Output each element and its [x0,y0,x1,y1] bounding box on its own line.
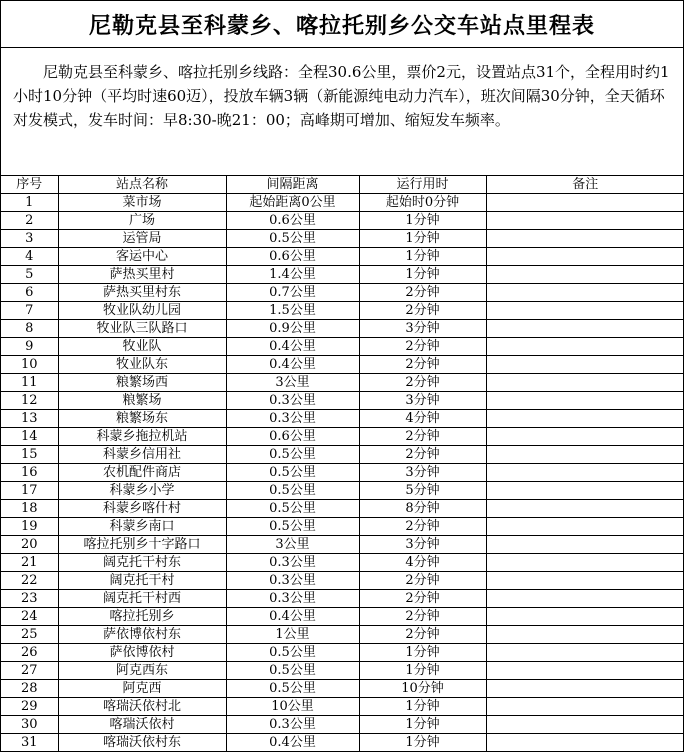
stop-number: 4 [1,248,58,266]
stop-distance: 1.5公里 [226,302,359,320]
stop-time: 2分钟 [359,338,486,356]
stop-name: 萨热买里村东 [58,284,226,302]
stop-distance: 0.5公里 [226,446,359,464]
stop-name: 广场 [58,212,226,230]
table-row [1,482,684,500]
stop-number: 6 [1,284,58,302]
stop-number: 23 [1,590,58,608]
stop-note [486,662,684,680]
stop-distance: 0.3公里 [226,716,359,734]
table-row [1,284,684,302]
stop-name: 粮繁场西 [58,374,226,392]
stop-note [486,338,684,356]
stop-note [486,302,684,320]
stop-name: 萨依博依村东 [58,626,226,644]
stop-number: 9 [1,338,58,356]
table-row [1,374,684,392]
stop-name: 牧业队三队路口 [58,320,226,338]
stop-distance: 0.5公里 [226,662,359,680]
stop-name: 菜市场 [58,194,226,212]
column-header-note: 备注 [486,176,684,194]
stop-time: 1分钟 [359,230,486,248]
stop-number: 11 [1,374,58,392]
stop-distance: 0.5公里 [226,680,359,698]
table-row [1,734,684,752]
stop-distance: 0.4公里 [226,356,359,374]
column-header-distance: 间隔距离 [226,176,359,194]
stops-table [1,176,684,752]
table-row [1,644,684,662]
table-row [1,212,684,230]
table-row [1,320,684,338]
stop-number: 15 [1,446,58,464]
stop-name: 阔克托干村西 [58,590,226,608]
stop-name: 阔克托干村东 [58,554,226,572]
stop-distance: 0.6公里 [226,248,359,266]
table-row [1,608,684,626]
table-row [1,500,684,518]
stop-name: 牧业队东 [58,356,226,374]
stop-distance: 0.4公里 [226,734,359,752]
stop-time: 4分钟 [359,410,486,428]
stop-time: 2分钟 [359,626,486,644]
stop-note [486,572,684,590]
stop-time: 2分钟 [359,356,486,374]
stop-distance: 0.6公里 [226,212,359,230]
table-row [1,662,684,680]
table-row [1,338,684,356]
stop-name: 喀拉托别乡十字路口 [58,536,226,554]
stop-distance: 0.5公里 [226,230,359,248]
stop-distance: 1.4公里 [226,266,359,284]
stop-distance: 10公里 [226,698,359,716]
stop-note [486,356,684,374]
stops-table-body [1,194,684,752]
stop-number: 18 [1,500,58,518]
stop-distance: 0.3公里 [226,554,359,572]
stop-time: 1分钟 [359,266,486,284]
stop-note [486,500,684,518]
column-header-name: 站点名称 [58,176,226,194]
stop-distance: 3公里 [226,536,359,554]
title-row [1,1,683,48]
stop-number: 29 [1,698,58,716]
stop-time: 1分钟 [359,212,486,230]
stop-time: 2分钟 [359,302,486,320]
stop-time: 1分钟 [359,662,486,680]
stop-name: 牧业队 [58,338,226,356]
stop-distance: 0.7公里 [226,284,359,302]
table-row [1,536,684,554]
stop-time: 起始时0分钟 [359,194,486,212]
stop-time: 1分钟 [359,698,486,716]
stop-number: 28 [1,680,58,698]
stop-note [486,590,684,608]
stop-time: 1分钟 [359,716,486,734]
stop-time: 8分钟 [359,500,486,518]
table-row [1,410,684,428]
stop-note [486,446,684,464]
stop-time: 1分钟 [359,734,486,752]
stop-note [486,464,684,482]
stop-number: 2 [1,212,58,230]
stop-number: 10 [1,356,58,374]
stop-number: 24 [1,608,58,626]
stop-name: 客运中心 [58,248,226,266]
stop-time: 10分钟 [359,680,486,698]
table-row [1,446,684,464]
stop-distance: 1公里 [226,626,359,644]
stop-number: 13 [1,410,58,428]
stop-note [486,410,684,428]
stop-name: 科蒙乡小学 [58,482,226,500]
stop-note [486,626,684,644]
stop-time: 1分钟 [359,644,486,662]
stop-time: 5分钟 [359,482,486,500]
stop-name: 喀瑞沃依村 [58,716,226,734]
stop-name: 运管局 [58,230,226,248]
stop-note [486,716,684,734]
stop-number: 22 [1,572,58,590]
stop-name: 萨热买里村 [58,266,226,284]
stop-name: 萨依博依村 [58,644,226,662]
stop-distance: 0.9公里 [226,320,359,338]
stop-note [486,644,684,662]
stop-note [486,320,684,338]
stop-note [486,284,684,302]
stop-time: 3分钟 [359,392,486,410]
stop-note [486,554,684,572]
table-row [1,302,684,320]
stop-number: 19 [1,518,58,536]
stop-name: 喀瑞沃依村北 [58,698,226,716]
stop-time: 3分钟 [359,464,486,482]
stop-time: 2分钟 [359,572,486,590]
stop-number: 7 [1,302,58,320]
stop-number: 14 [1,428,58,446]
table-row [1,266,684,284]
stop-distance: 起始距离0公里 [226,194,359,212]
table-row [1,626,684,644]
table-row [1,230,684,248]
stop-note [486,248,684,266]
stop-name: 粮繁场 [58,392,226,410]
table-row [1,428,684,446]
stop-distance: 0.6公里 [226,428,359,446]
stop-number: 1 [1,194,58,212]
stop-number: 21 [1,554,58,572]
stop-note [486,518,684,536]
stop-note [486,266,684,284]
stop-note [486,680,684,698]
stop-time: 3分钟 [359,536,486,554]
stop-number: 31 [1,734,58,752]
stop-time: 2分钟 [359,518,486,536]
stop-distance: 0.3公里 [226,392,359,410]
table-row [1,680,684,698]
stop-number: 16 [1,464,58,482]
page-title: 尼勒克县至科蒙乡、喀拉托别乡公交车站点里程表 [88,12,595,39]
table-row [1,572,684,590]
stop-name: 粮繁场东 [58,410,226,428]
stop-number: 20 [1,536,58,554]
stop-note [486,374,684,392]
table-row [1,392,684,410]
stop-name: 喀拉托别乡 [58,608,226,626]
table-header-row [1,176,684,194]
stop-distance: 0.5公里 [226,500,359,518]
stop-number: 27 [1,662,58,680]
stop-note [486,734,684,752]
stop-time: 2分钟 [359,608,486,626]
stop-name: 科蒙乡拖拉机站 [58,428,226,446]
stop-distance: 0.3公里 [226,590,359,608]
stop-distance: 0.5公里 [226,644,359,662]
route-description: 尼勒克县至科蒙乡、喀拉托别乡线路：全程30.6公里，票价2元，设置站点31个，全程用时约1小时10分钟（平均时速60迈），投放车辆3辆（新能源纯电动力汽车），班次间隔30分钟，全天循环对发模式，发车时间：早8:30-晚21：00；高峰期可增加、缩短发车频率。 [1,48,683,176]
stop-number: 5 [1,266,58,284]
stop-note [486,212,684,230]
stop-distance: 3公里 [226,374,359,392]
stop-number: 25 [1,626,58,644]
stop-note [486,608,684,626]
stop-distance: 0.5公里 [226,482,359,500]
stop-name: 农机配件商店 [58,464,226,482]
table-row [1,464,684,482]
table-row [1,518,684,536]
table-row [1,698,684,716]
stop-name: 科蒙乡喀什村 [58,500,226,518]
stop-name: 科蒙乡南口 [58,518,226,536]
stop-note [486,536,684,554]
stop-number: 3 [1,230,58,248]
stop-time: 4分钟 [359,554,486,572]
stop-time: 1分钟 [359,248,486,266]
stop-distance: 0.5公里 [226,464,359,482]
table-row [1,356,684,374]
stop-distance: 0.3公里 [226,410,359,428]
stop-number: 8 [1,320,58,338]
stop-distance: 0.3公里 [226,572,359,590]
stop-name: 喀瑞沃依村东 [58,734,226,752]
stop-number: 30 [1,716,58,734]
column-header-time: 运行用时 [359,176,486,194]
stop-name: 科蒙乡信用社 [58,446,226,464]
stop-name: 阿克西东 [58,662,226,680]
stop-note [486,698,684,716]
stop-note [486,230,684,248]
stop-time: 2分钟 [359,428,486,446]
stop-number: 12 [1,392,58,410]
stop-time: 2分钟 [359,590,486,608]
table-row [1,716,684,734]
table-row [1,194,684,212]
stop-note [486,392,684,410]
table-row [1,248,684,266]
stop-name: 阿克西 [58,680,226,698]
stop-distance: 0.5公里 [226,518,359,536]
table-row [1,590,684,608]
stop-distance: 0.4公里 [226,338,359,356]
stop-time: 3分钟 [359,320,486,338]
table-row [1,554,684,572]
stop-name: 牧业队幼儿园 [58,302,226,320]
stop-name: 阔克托干村 [58,572,226,590]
stop-time: 2分钟 [359,374,486,392]
stop-note [486,482,684,500]
stop-note [486,428,684,446]
stop-time: 2分钟 [359,446,486,464]
stop-time: 2分钟 [359,284,486,302]
stop-number: 26 [1,644,58,662]
column-header-no: 序号 [1,176,58,194]
stop-distance: 0.4公里 [226,608,359,626]
stop-number: 17 [1,482,58,500]
stop-note [486,194,684,212]
